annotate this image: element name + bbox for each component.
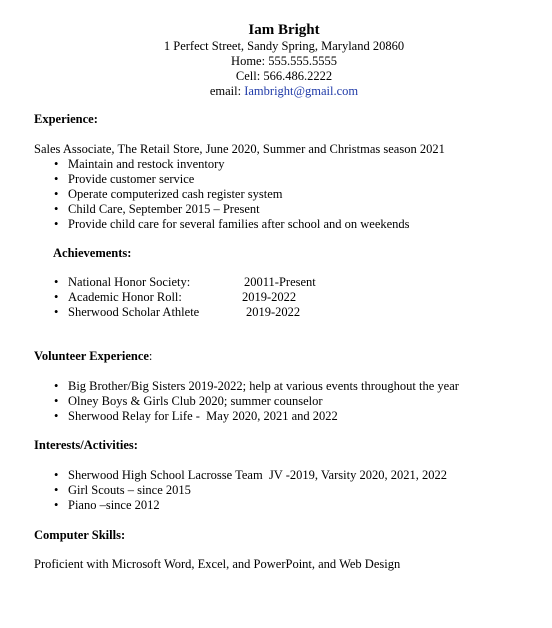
- list-item: • Girl Scouts – since 2015: [34, 483, 534, 498]
- applicant-name: Iam Bright: [248, 22, 320, 38]
- list-item: • Child Care, September 2015 – Present: [34, 202, 534, 217]
- volunteer-heading-line: [34, 349, 534, 364]
- list-item: • Piano –since 2012: [34, 498, 534, 513]
- experience-heading: Experience:: [34, 112, 98, 126]
- achievement-row: [34, 275, 534, 290]
- experience-job-line: Sales Associate, The Retail Store, June 2020, Summer and Christmas season 2021: [34, 142, 445, 156]
- achievement-value: 2019-2022: [246, 305, 301, 319]
- achievements-heading: Achievements:: [53, 246, 132, 260]
- achievement-label: • National Honor Society:: [68, 275, 191, 289]
- skills-heading: Computer Skills:: [34, 528, 126, 542]
- address-line: 1 Perfect Street, Sandy Spring, Maryland 20860: [163, 39, 405, 53]
- list-item: • Provide child care for several families after school and on weekends: [34, 217, 534, 232]
- volunteer-heading: Volunteer Experience: [34, 349, 149, 363]
- experience-list: [34, 157, 534, 232]
- achievement-row: [34, 290, 534, 305]
- achievement-label: • Academic Honor Roll:: [68, 290, 182, 304]
- achievement-row: [34, 305, 534, 320]
- email-line: [34, 84, 534, 99]
- list-item: • Sherwood High School Lacrosse Team JV -2019, Varsity 2020, 2021, 2022: [34, 468, 534, 483]
- list-item: • Maintain and restock inventory: [34, 157, 534, 172]
- list-item: • Operate computerized cash register system: [34, 187, 534, 202]
- list-item: • Olney Boys & Girls Club 2020; summer counselor: [34, 394, 534, 409]
- interests-heading: Interests/Activities:: [34, 438, 138, 452]
- achievement-label: • Sherwood Scholar Athlete: [68, 305, 200, 319]
- achievements-list: [34, 275, 534, 320]
- list-item: • Sherwood Relay for Life - May 2020, 2021 and 2022: [34, 409, 534, 424]
- cell-phone: Cell: 566.486.2222: [235, 69, 333, 83]
- volunteer-list: [34, 379, 534, 424]
- list-item: • Provide customer service: [34, 172, 534, 187]
- email-link[interactable]: Iambright@gmail.com: [244, 84, 359, 98]
- volunteer-heading-colon: :: [148, 349, 153, 363]
- home-phone: Home: 555.555.5555: [231, 54, 337, 68]
- contact-header: [34, 21, 534, 99]
- list-item: • Big Brother/Big Sisters 2019-2022; help at various events throughout the year: [34, 379, 534, 394]
- interests-list: [34, 468, 534, 513]
- achievement-value: 20011-Present: [244, 275, 316, 289]
- skills-text: Proficient with Microsoft Word, Excel, and PowerPoint, and Web Design: [34, 557, 401, 571]
- achievement-value: 2019-2022: [242, 290, 297, 304]
- email-label: email:: [209, 84, 245, 98]
